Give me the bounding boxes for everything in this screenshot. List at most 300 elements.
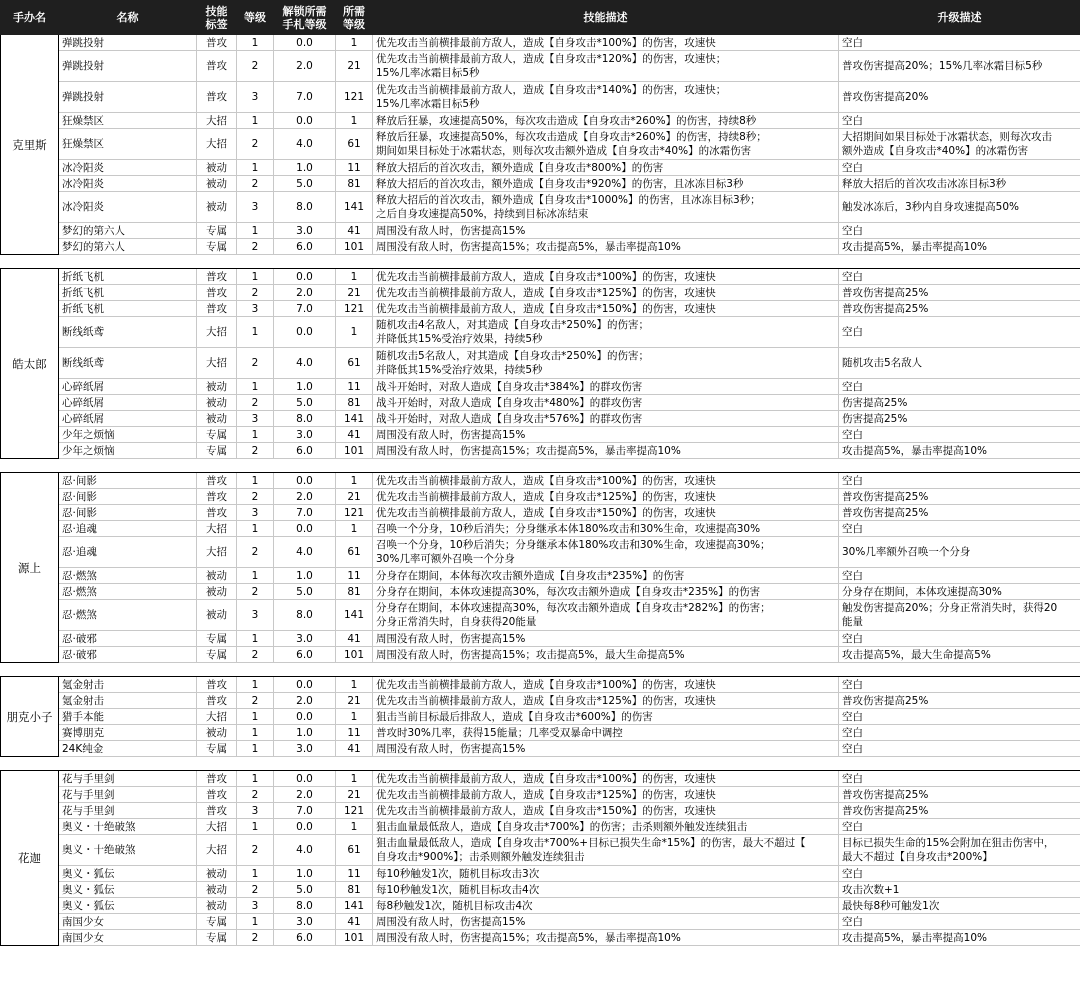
spacer-cell xyxy=(1,459,1080,473)
unlock-level-cell: 5.0 xyxy=(274,584,336,600)
skill-level-cell: 1 xyxy=(237,631,274,647)
upgrade-desc-cell: 普攻伤害提高25% xyxy=(839,803,1080,819)
header-desc: 技能描述 xyxy=(373,1,839,35)
required-level-cell: 61 xyxy=(336,348,373,379)
unlock-level-cell: 0.0 xyxy=(274,269,336,285)
skill-tag-cell: 大招 xyxy=(197,113,237,129)
table-row xyxy=(1,631,1080,647)
owner-cell: 朋克小子 xyxy=(1,677,59,757)
unlock-level-cell: 2.0 xyxy=(274,787,336,803)
upgrade-desc-cell: 空白 xyxy=(839,379,1080,395)
skill-level-cell: 2 xyxy=(237,348,274,379)
required-level-cell: 21 xyxy=(336,489,373,505)
skill-level-cell: 1 xyxy=(237,725,274,741)
skill-level-cell: 1 xyxy=(237,677,274,693)
skill-level-cell: 2 xyxy=(237,285,274,301)
table-row xyxy=(1,866,1080,882)
unlock-level-cell: 5.0 xyxy=(274,882,336,898)
skill-desc-cell: 优先攻击当前横排最前方敌人，造成【自身攻击*125%】的伤害，攻速快 xyxy=(373,489,839,505)
skill-tag-cell: 普攻 xyxy=(197,677,237,693)
skill-level-cell: 2 xyxy=(237,129,274,160)
skill-level-cell: 2 xyxy=(237,51,274,82)
table-row xyxy=(1,317,1080,348)
required-level-cell: 41 xyxy=(336,914,373,930)
unlock-level-cell: 3.0 xyxy=(274,427,336,443)
skill-tag-cell: 专属 xyxy=(197,930,237,946)
required-level-cell: 21 xyxy=(336,51,373,82)
upgrade-desc-cell: 空白 xyxy=(839,427,1080,443)
skill-tag-cell: 被动 xyxy=(197,192,237,223)
table-row xyxy=(1,505,1080,521)
upgrade-desc-cell: 空白 xyxy=(839,914,1080,930)
group-spacer xyxy=(1,663,1080,677)
skill-tag-cell: 普攻 xyxy=(197,489,237,505)
upgrade-desc-cell: 攻击提高5%，暴击率提高10% xyxy=(839,239,1080,255)
upgrade-desc-cell: 普攻伤害提高25% xyxy=(839,489,1080,505)
table-row xyxy=(1,647,1080,663)
header-name: 名称 xyxy=(59,1,197,35)
skill-name-cell: 氪金射击 xyxy=(59,677,197,693)
skill-name-cell: 奥义・狐伝 xyxy=(59,882,197,898)
unlock-level-cell: 6.0 xyxy=(274,647,336,663)
skill-desc-cell: 战斗开始时，对敌人造成【自身攻击*480%】的群攻伤害 xyxy=(373,395,839,411)
upgrade-desc-cell: 分身存在期间，本体攻速提高30% xyxy=(839,584,1080,600)
unlock-level-cell: 2.0 xyxy=(274,285,336,301)
spacer-cell xyxy=(1,255,1080,269)
upgrade-desc-cell: 空白 xyxy=(839,771,1080,787)
header-tag: 技能 标签 xyxy=(197,1,237,35)
upgrade-desc-cell: 攻击提高5%，暴击率提高10% xyxy=(839,930,1080,946)
skill-tag-cell: 被动 xyxy=(197,395,237,411)
skill-tag-cell: 普攻 xyxy=(197,301,237,317)
skill-desc-cell: 分身存在期间，本体每次攻击额外造成【自身攻击*235%】的伤害 xyxy=(373,568,839,584)
unlock-level-cell: 0.0 xyxy=(274,709,336,725)
skill-level-cell: 3 xyxy=(237,192,274,223)
unlock-level-cell: 0.0 xyxy=(274,473,336,489)
table-row xyxy=(1,709,1080,725)
unlock-level-cell: 0.0 xyxy=(274,35,336,51)
table-row xyxy=(1,819,1080,835)
skill-tag-cell: 专属 xyxy=(197,223,237,239)
required-level-cell: 141 xyxy=(336,411,373,427)
skill-name-cell: 忍·间影 xyxy=(59,489,197,505)
upgrade-desc-cell: 释放大招后的首次攻击冰冻目标3秒 xyxy=(839,176,1080,192)
skill-tag-cell: 被动 xyxy=(197,568,237,584)
skill-level-cell: 2 xyxy=(237,395,274,411)
upgrade-desc-cell: 空白 xyxy=(839,160,1080,176)
skill-level-cell: 1 xyxy=(237,473,274,489)
table-row xyxy=(1,537,1080,568)
unlock-level-cell: 7.0 xyxy=(274,803,336,819)
table-row xyxy=(1,301,1080,317)
skill-tag-cell: 普攻 xyxy=(197,803,237,819)
skill-tag-cell: 专属 xyxy=(197,239,237,255)
skill-desc-cell: 释放大招后的首次攻击，额外造成【自身攻击*920%】的伤害，且冰冻目标3秒 xyxy=(373,176,839,192)
skill-tag-cell: 大招 xyxy=(197,819,237,835)
upgrade-desc-cell: 普攻伤害提高25% xyxy=(839,787,1080,803)
upgrade-desc-cell: 空白 xyxy=(839,631,1080,647)
upgrade-desc-cell: 攻击提高5%，最大生命提高5% xyxy=(839,647,1080,663)
upgrade-desc-cell: 随机攻击5名敌人 xyxy=(839,348,1080,379)
skill-desc-cell: 随机攻击5名敌人，对其造成【自身攻击*250%】的伤害； 并降低其15%受治疗效果，持续5秒 xyxy=(373,348,839,379)
skill-desc-cell: 每10秒触发1次，随机目标攻击3次 xyxy=(373,866,839,882)
skill-desc-cell: 战斗开始时，对敌人造成【自身攻击*576%】的群攻伤害 xyxy=(373,411,839,427)
skill-desc-cell: 周围没有敌人时，伤害提高15%；攻击提高5%，最大生命提高5% xyxy=(373,647,839,663)
table-row xyxy=(1,239,1080,255)
skill-name-cell: 奥义・狐伝 xyxy=(59,898,197,914)
table-row xyxy=(1,395,1080,411)
skill-name-cell: 南国少女 xyxy=(59,914,197,930)
upgrade-desc-cell: 空白 xyxy=(839,269,1080,285)
skill-desc-cell: 释放后狂暴，攻速提高50%，每次攻击造成【自身攻击*260%】的伤害，持续8秒； 期间如果目标处于冰霜状态，则每次攻击额外造成【自身攻击*40%】的冰霜伤害 xyxy=(373,129,839,160)
skill-desc-cell: 释放后狂暴，攻速提高50%，每次攻击造成【自身攻击*260%】的伤害，持续8秒 xyxy=(373,113,839,129)
skill-desc-cell: 分身存在期间，本体攻速提高30%，每次攻击额外造成【自身攻击*235%】的伤害 xyxy=(373,584,839,600)
skill-tag-cell: 大招 xyxy=(197,709,237,725)
skill-level-cell: 1 xyxy=(237,521,274,537)
skill-name-cell: 花与手里剑 xyxy=(59,787,197,803)
skill-desc-cell: 释放大招后的首次攻击，额外造成【自身攻击*1000%】的伤害，且冰冻目标3秒； 之后自身攻速提高50%，持续到目标冰冻结束 xyxy=(373,192,839,223)
required-level-cell: 1 xyxy=(336,677,373,693)
table-row xyxy=(1,741,1080,757)
unlock-level-cell: 3.0 xyxy=(274,914,336,930)
required-level-cell: 121 xyxy=(336,803,373,819)
skill-desc-cell: 优先攻击当前横排最前方敌人，造成【自身攻击*100%】的伤害，攻速快 xyxy=(373,35,839,51)
skill-level-cell: 2 xyxy=(237,693,274,709)
skill-level-cell: 1 xyxy=(237,223,274,239)
upgrade-desc-cell: 空白 xyxy=(839,473,1080,489)
unlock-level-cell: 3.0 xyxy=(274,741,336,757)
skill-name-cell: 少年之烦恼 xyxy=(59,427,197,443)
skill-tag-cell: 被动 xyxy=(197,584,237,600)
table-row xyxy=(1,269,1080,285)
skill-level-cell: 1 xyxy=(237,914,274,930)
unlock-level-cell: 8.0 xyxy=(274,600,336,631)
skill-tag-cell: 普攻 xyxy=(197,505,237,521)
spacer-cell xyxy=(1,663,1080,677)
unlock-level-cell: 5.0 xyxy=(274,395,336,411)
unlock-level-cell: 0.0 xyxy=(274,521,336,537)
upgrade-desc-cell: 普攻伤害提高20% xyxy=(839,82,1080,113)
skill-name-cell: 奥义・十绝破煞 xyxy=(59,819,197,835)
upgrade-desc-cell: 伤害提高25% xyxy=(839,411,1080,427)
skill-name-cell: 氪金射击 xyxy=(59,693,197,709)
required-level-cell: 61 xyxy=(336,835,373,866)
table-row xyxy=(1,160,1080,176)
skill-desc-cell: 分身存在期间，本体攻速提高30%，每次攻击额外造成【自身攻击*282%】的伤害； 分身正常消失时，自身获得20能量 xyxy=(373,600,839,631)
unlock-level-cell: 7.0 xyxy=(274,82,336,113)
unlock-level-cell: 0.0 xyxy=(274,771,336,787)
skill-desc-cell: 狙击血量最低敌人，造成【自身攻击*700%】的伤害；击杀则额外触发连续狙击 xyxy=(373,819,839,835)
unlock-level-cell: 2.0 xyxy=(274,489,336,505)
owner-cell: 源上 xyxy=(1,473,59,663)
required-level-cell: 21 xyxy=(336,693,373,709)
required-level-cell: 81 xyxy=(336,395,373,411)
skill-desc-cell: 优先攻击当前横排最前方敌人，造成【自身攻击*150%】的伤害，攻速快 xyxy=(373,505,839,521)
skill-name-cell: 心碎纸屑 xyxy=(59,411,197,427)
required-level-cell: 1 xyxy=(336,473,373,489)
skill-name-cell: 狂燥禁区 xyxy=(59,113,197,129)
unlock-level-cell: 4.0 xyxy=(274,537,336,568)
skill-tag-cell: 被动 xyxy=(197,600,237,631)
skill-name-cell: 断线纸鸢 xyxy=(59,348,197,379)
header-unlock: 解锁所需 手札等级 xyxy=(274,1,336,35)
table-row xyxy=(1,568,1080,584)
skill-tag-cell: 普攻 xyxy=(197,771,237,787)
upgrade-desc-cell: 触发伤害提高20%；分身正常消失时，获得20 能量 xyxy=(839,600,1080,631)
skill-tag-cell: 专属 xyxy=(197,631,237,647)
unlock-level-cell: 2.0 xyxy=(274,693,336,709)
unlock-level-cell: 6.0 xyxy=(274,443,336,459)
required-level-cell: 141 xyxy=(336,600,373,631)
skill-name-cell: 忍·燃煞 xyxy=(59,568,197,584)
table-row xyxy=(1,113,1080,129)
skill-level-cell: 1 xyxy=(237,866,274,882)
skill-tag-cell: 普攻 xyxy=(197,693,237,709)
skill-tag-cell: 被动 xyxy=(197,725,237,741)
table-row xyxy=(1,129,1080,160)
required-level-cell: 1 xyxy=(336,709,373,725)
unlock-level-cell: 0.0 xyxy=(274,819,336,835)
upgrade-desc-cell: 普攻伤害提高25% xyxy=(839,505,1080,521)
table-row xyxy=(1,835,1080,866)
skill-desc-cell: 每8秒触发1次，随机目标攻击4次 xyxy=(373,898,839,914)
skill-desc-cell: 优先攻击当前横排最前方敌人，造成【自身攻击*100%】的伤害，攻速快 xyxy=(373,771,839,787)
skill-name-cell: 折纸飞机 xyxy=(59,269,197,285)
unlock-level-cell: 8.0 xyxy=(274,192,336,223)
upgrade-desc-cell: 空白 xyxy=(839,866,1080,882)
table-row xyxy=(1,192,1080,223)
upgrade-desc-cell: 攻击次数+1 xyxy=(839,882,1080,898)
unlock-level-cell: 6.0 xyxy=(274,239,336,255)
upgrade-desc-cell: 空白 xyxy=(839,741,1080,757)
skill-desc-cell: 周围没有敌人时，伤害提高15% xyxy=(373,223,839,239)
upgrade-desc-cell: 空白 xyxy=(839,709,1080,725)
skill-name-cell: 忍·破邪 xyxy=(59,647,197,663)
required-level-cell: 81 xyxy=(336,882,373,898)
skill-name-cell: 心碎纸屑 xyxy=(59,395,197,411)
table-row xyxy=(1,521,1080,537)
skill-desc-cell: 狙击当前目标最后排敌人，造成【自身攻击*600%】的伤害 xyxy=(373,709,839,725)
skill-name-cell: 忍·燃煞 xyxy=(59,600,197,631)
required-level-cell: 1 xyxy=(336,35,373,51)
unlock-level-cell: 1.0 xyxy=(274,568,336,584)
skill-tag-cell: 大招 xyxy=(197,129,237,160)
required-level-cell: 141 xyxy=(336,898,373,914)
unlock-level-cell: 1.0 xyxy=(274,725,336,741)
skill-level-cell: 1 xyxy=(237,379,274,395)
upgrade-desc-cell: 普攻伤害提高25% xyxy=(839,301,1080,317)
skill-name-cell: 弹跳投射 xyxy=(59,35,197,51)
skill-tag-cell: 普攻 xyxy=(197,269,237,285)
required-level-cell: 81 xyxy=(336,584,373,600)
required-level-cell: 11 xyxy=(336,568,373,584)
skill-name-cell: 花与手里剑 xyxy=(59,803,197,819)
required-level-cell: 1 xyxy=(336,819,373,835)
upgrade-desc-cell: 普攻伤害提高25% xyxy=(839,693,1080,709)
required-level-cell: 11 xyxy=(336,725,373,741)
required-level-cell: 101 xyxy=(336,239,373,255)
table-row xyxy=(1,82,1080,113)
skill-tag-cell: 专属 xyxy=(197,443,237,459)
skill-level-cell: 2 xyxy=(237,584,274,600)
unlock-level-cell: 8.0 xyxy=(274,898,336,914)
upgrade-desc-cell: 空白 xyxy=(839,521,1080,537)
upgrade-desc-cell: 大招期间如果目标处于冰霜状态，则每次攻击 额外造成【自身攻击*40%】的冰霜伤害 xyxy=(839,129,1080,160)
table-row xyxy=(1,443,1080,459)
skill-level-cell: 3 xyxy=(237,301,274,317)
required-level-cell: 61 xyxy=(336,129,373,160)
skill-desc-cell: 优先攻击当前横排最前方敌人，造成【自身攻击*150%】的伤害，攻速快 xyxy=(373,803,839,819)
table-row xyxy=(1,489,1080,505)
table-row xyxy=(1,473,1080,489)
unlock-level-cell: 1.0 xyxy=(274,160,336,176)
required-level-cell: 121 xyxy=(336,82,373,113)
table-row xyxy=(1,882,1080,898)
skill-level-cell: 1 xyxy=(237,269,274,285)
skill-desc-cell: 优先攻击当前横排最前方敌人，造成【自身攻击*125%】的伤害，攻速快 xyxy=(373,693,839,709)
upgrade-desc-cell: 空白 xyxy=(839,317,1080,348)
skill-desc-cell: 优先攻击当前横排最前方敌人，造成【自身攻击*100%】的伤害，攻速快 xyxy=(373,269,839,285)
skill-name-cell: 折纸飞机 xyxy=(59,301,197,317)
upgrade-desc-cell: 伤害提高25% xyxy=(839,395,1080,411)
header-row xyxy=(1,1,1080,35)
unlock-level-cell: 8.0 xyxy=(274,411,336,427)
skill-name-cell: 忍·追魂 xyxy=(59,537,197,568)
skill-tag-cell: 大招 xyxy=(197,537,237,568)
skill-level-cell: 1 xyxy=(237,819,274,835)
skill-name-cell: 冰冷阳炎 xyxy=(59,176,197,192)
skill-name-cell: 冰冷阳炎 xyxy=(59,160,197,176)
table-row xyxy=(1,285,1080,301)
skill-tag-cell: 普攻 xyxy=(197,35,237,51)
skill-tag-cell: 普攻 xyxy=(197,473,237,489)
group-spacer xyxy=(1,757,1080,771)
table-row xyxy=(1,803,1080,819)
skill-level-cell: 3 xyxy=(237,411,274,427)
skill-tag-cell: 普攻 xyxy=(197,285,237,301)
header-level: 等级 xyxy=(237,1,274,35)
skill-level-cell: 2 xyxy=(237,537,274,568)
skill-name-cell: 奥义・狐伝 xyxy=(59,866,197,882)
skill-desc-cell: 释放大招后的首次攻击，额外造成【自身攻击*800%】的伤害 xyxy=(373,160,839,176)
table-row xyxy=(1,725,1080,741)
skill-tag-cell: 被动 xyxy=(197,882,237,898)
skill-level-cell: 2 xyxy=(237,176,274,192)
skill-tag-cell: 大招 xyxy=(197,348,237,379)
skill-level-cell: 3 xyxy=(237,898,274,914)
skill-level-cell: 1 xyxy=(237,568,274,584)
skill-name-cell: 忍·破邪 xyxy=(59,631,197,647)
skill-level-cell: 1 xyxy=(237,35,274,51)
skill-name-cell: 冰冷阳炎 xyxy=(59,192,197,223)
required-level-cell: 21 xyxy=(336,787,373,803)
skill-tag-cell: 被动 xyxy=(197,898,237,914)
skill-desc-cell: 优先攻击当前横排最前方敌人，造成【自身攻击*120%】的伤害，攻速快； 15%几率冰霜目标5秒 xyxy=(373,51,839,82)
skill-desc-cell: 狙击血量最低敌人，造成【自身攻击*700%+目标已损失生命*15%】的伤害，最大不超过【 自身攻击*900%】；击杀则额外触发连续狙击 xyxy=(373,835,839,866)
header-required: 所需 等级 xyxy=(336,1,373,35)
group-spacer xyxy=(1,255,1080,269)
skill-name-cell: 少年之烦恼 xyxy=(59,443,197,459)
required-level-cell: 21 xyxy=(336,285,373,301)
skill-tag-cell: 专属 xyxy=(197,427,237,443)
skill-desc-cell: 周围没有敌人时，伤害提高15%；攻击提高5%，暴击率提高10% xyxy=(373,930,839,946)
table-row xyxy=(1,348,1080,379)
upgrade-desc-cell: 空白 xyxy=(839,113,1080,129)
unlock-level-cell: 7.0 xyxy=(274,301,336,317)
required-level-cell: 1 xyxy=(336,269,373,285)
upgrade-desc-cell: 普攻伤害提高20%；15%几率冰霜目标5秒 xyxy=(839,51,1080,82)
skill-desc-cell: 优先攻击当前横排最前方敌人，造成【自身攻击*140%】的伤害，攻速快； 15%几率冰霜目标5秒 xyxy=(373,82,839,113)
skill-name-cell: 忍·间影 xyxy=(59,505,197,521)
skill-desc-cell: 召唤一个分身，10秒后消失；分身继承本体180%攻击和30%生命，攻速提高30% xyxy=(373,521,839,537)
skill-desc-cell: 周围没有敌人时，伤害提高15%；攻击提高5%，暴击率提高10% xyxy=(373,443,839,459)
required-level-cell: 1 xyxy=(336,771,373,787)
skill-name-cell: 忍·追魂 xyxy=(59,521,197,537)
required-level-cell: 1 xyxy=(336,521,373,537)
table-row xyxy=(1,176,1080,192)
skill-level-cell: 3 xyxy=(237,600,274,631)
skill-level-cell: 3 xyxy=(237,82,274,113)
upgrade-desc-cell: 空白 xyxy=(839,819,1080,835)
skill-desc-cell: 周围没有敌人时，伤害提高15% xyxy=(373,427,839,443)
skill-desc-cell: 召唤一个分身，10秒后消失；分身继承本体180%攻击和30%生命，攻速提高30%； 30%几率可额外召唤一个分身 xyxy=(373,537,839,568)
unlock-level-cell: 0.0 xyxy=(274,113,336,129)
skill-level-cell: 2 xyxy=(237,930,274,946)
table-row xyxy=(1,693,1080,709)
skill-desc-cell: 每10秒触发1次，随机目标攻击4次 xyxy=(373,882,839,898)
skill-desc-cell: 周围没有敌人时，伤害提高15% xyxy=(373,631,839,647)
skill-name-cell: 弹跳投射 xyxy=(59,51,197,82)
unlock-level-cell: 3.0 xyxy=(274,223,336,239)
skill-name-cell: 心碎纸屑 xyxy=(59,379,197,395)
skill-desc-cell: 战斗开始时，对敌人造成【自身攻击*384%】的群攻伤害 xyxy=(373,379,839,395)
skill-desc-cell: 优先攻击当前横排最前方敌人，造成【自身攻击*150%】的伤害，攻速快 xyxy=(373,301,839,317)
unlock-level-cell: 1.0 xyxy=(274,379,336,395)
upgrade-desc-cell: 攻击提高5%，暴击率提高10% xyxy=(839,443,1080,459)
header-upgrade: 升级描述 xyxy=(839,1,1080,35)
table-row xyxy=(1,771,1080,787)
skill-tag-cell: 大招 xyxy=(197,521,237,537)
unlock-level-cell: 5.0 xyxy=(274,176,336,192)
skill-tag-cell: 被动 xyxy=(197,160,237,176)
required-level-cell: 101 xyxy=(336,443,373,459)
skill-name-cell: 赛博朋克 xyxy=(59,725,197,741)
required-level-cell: 121 xyxy=(336,505,373,521)
skill-level-cell: 1 xyxy=(237,317,274,348)
skill-level-cell: 1 xyxy=(237,427,274,443)
skill-name-cell: 南国少女 xyxy=(59,930,197,946)
table-row xyxy=(1,898,1080,914)
skill-desc-cell: 随机攻击4名敌人，对其造成【自身攻击*250%】的伤害； 并降低其15%受治疗效果，持续5秒 xyxy=(373,317,839,348)
required-level-cell: 1 xyxy=(336,317,373,348)
skill-name-cell: 折纸飞机 xyxy=(59,285,197,301)
skill-tag-cell: 被动 xyxy=(197,411,237,427)
table-row xyxy=(1,427,1080,443)
table-body xyxy=(1,35,1080,946)
unlock-level-cell: 6.0 xyxy=(274,930,336,946)
skill-level-cell: 1 xyxy=(237,160,274,176)
upgrade-desc-cell: 触发冰冻后，3秒内自身攻速提高50% xyxy=(839,192,1080,223)
skill-tag-cell: 专属 xyxy=(197,647,237,663)
table-row xyxy=(1,914,1080,930)
skill-desc-cell: 优先攻击当前横排最前方敌人，造成【自身攻击*100%】的伤害，攻速快 xyxy=(373,473,839,489)
required-level-cell: 61 xyxy=(336,537,373,568)
required-level-cell: 11 xyxy=(336,866,373,882)
skill-desc-cell: 周围没有敌人时，伤害提高15%；攻击提高5%，暴击率提高10% xyxy=(373,239,839,255)
skill-name-cell: 猎手本能 xyxy=(59,709,197,725)
required-level-cell: 121 xyxy=(336,301,373,317)
skill-name-cell: 花与手里剑 xyxy=(59,771,197,787)
